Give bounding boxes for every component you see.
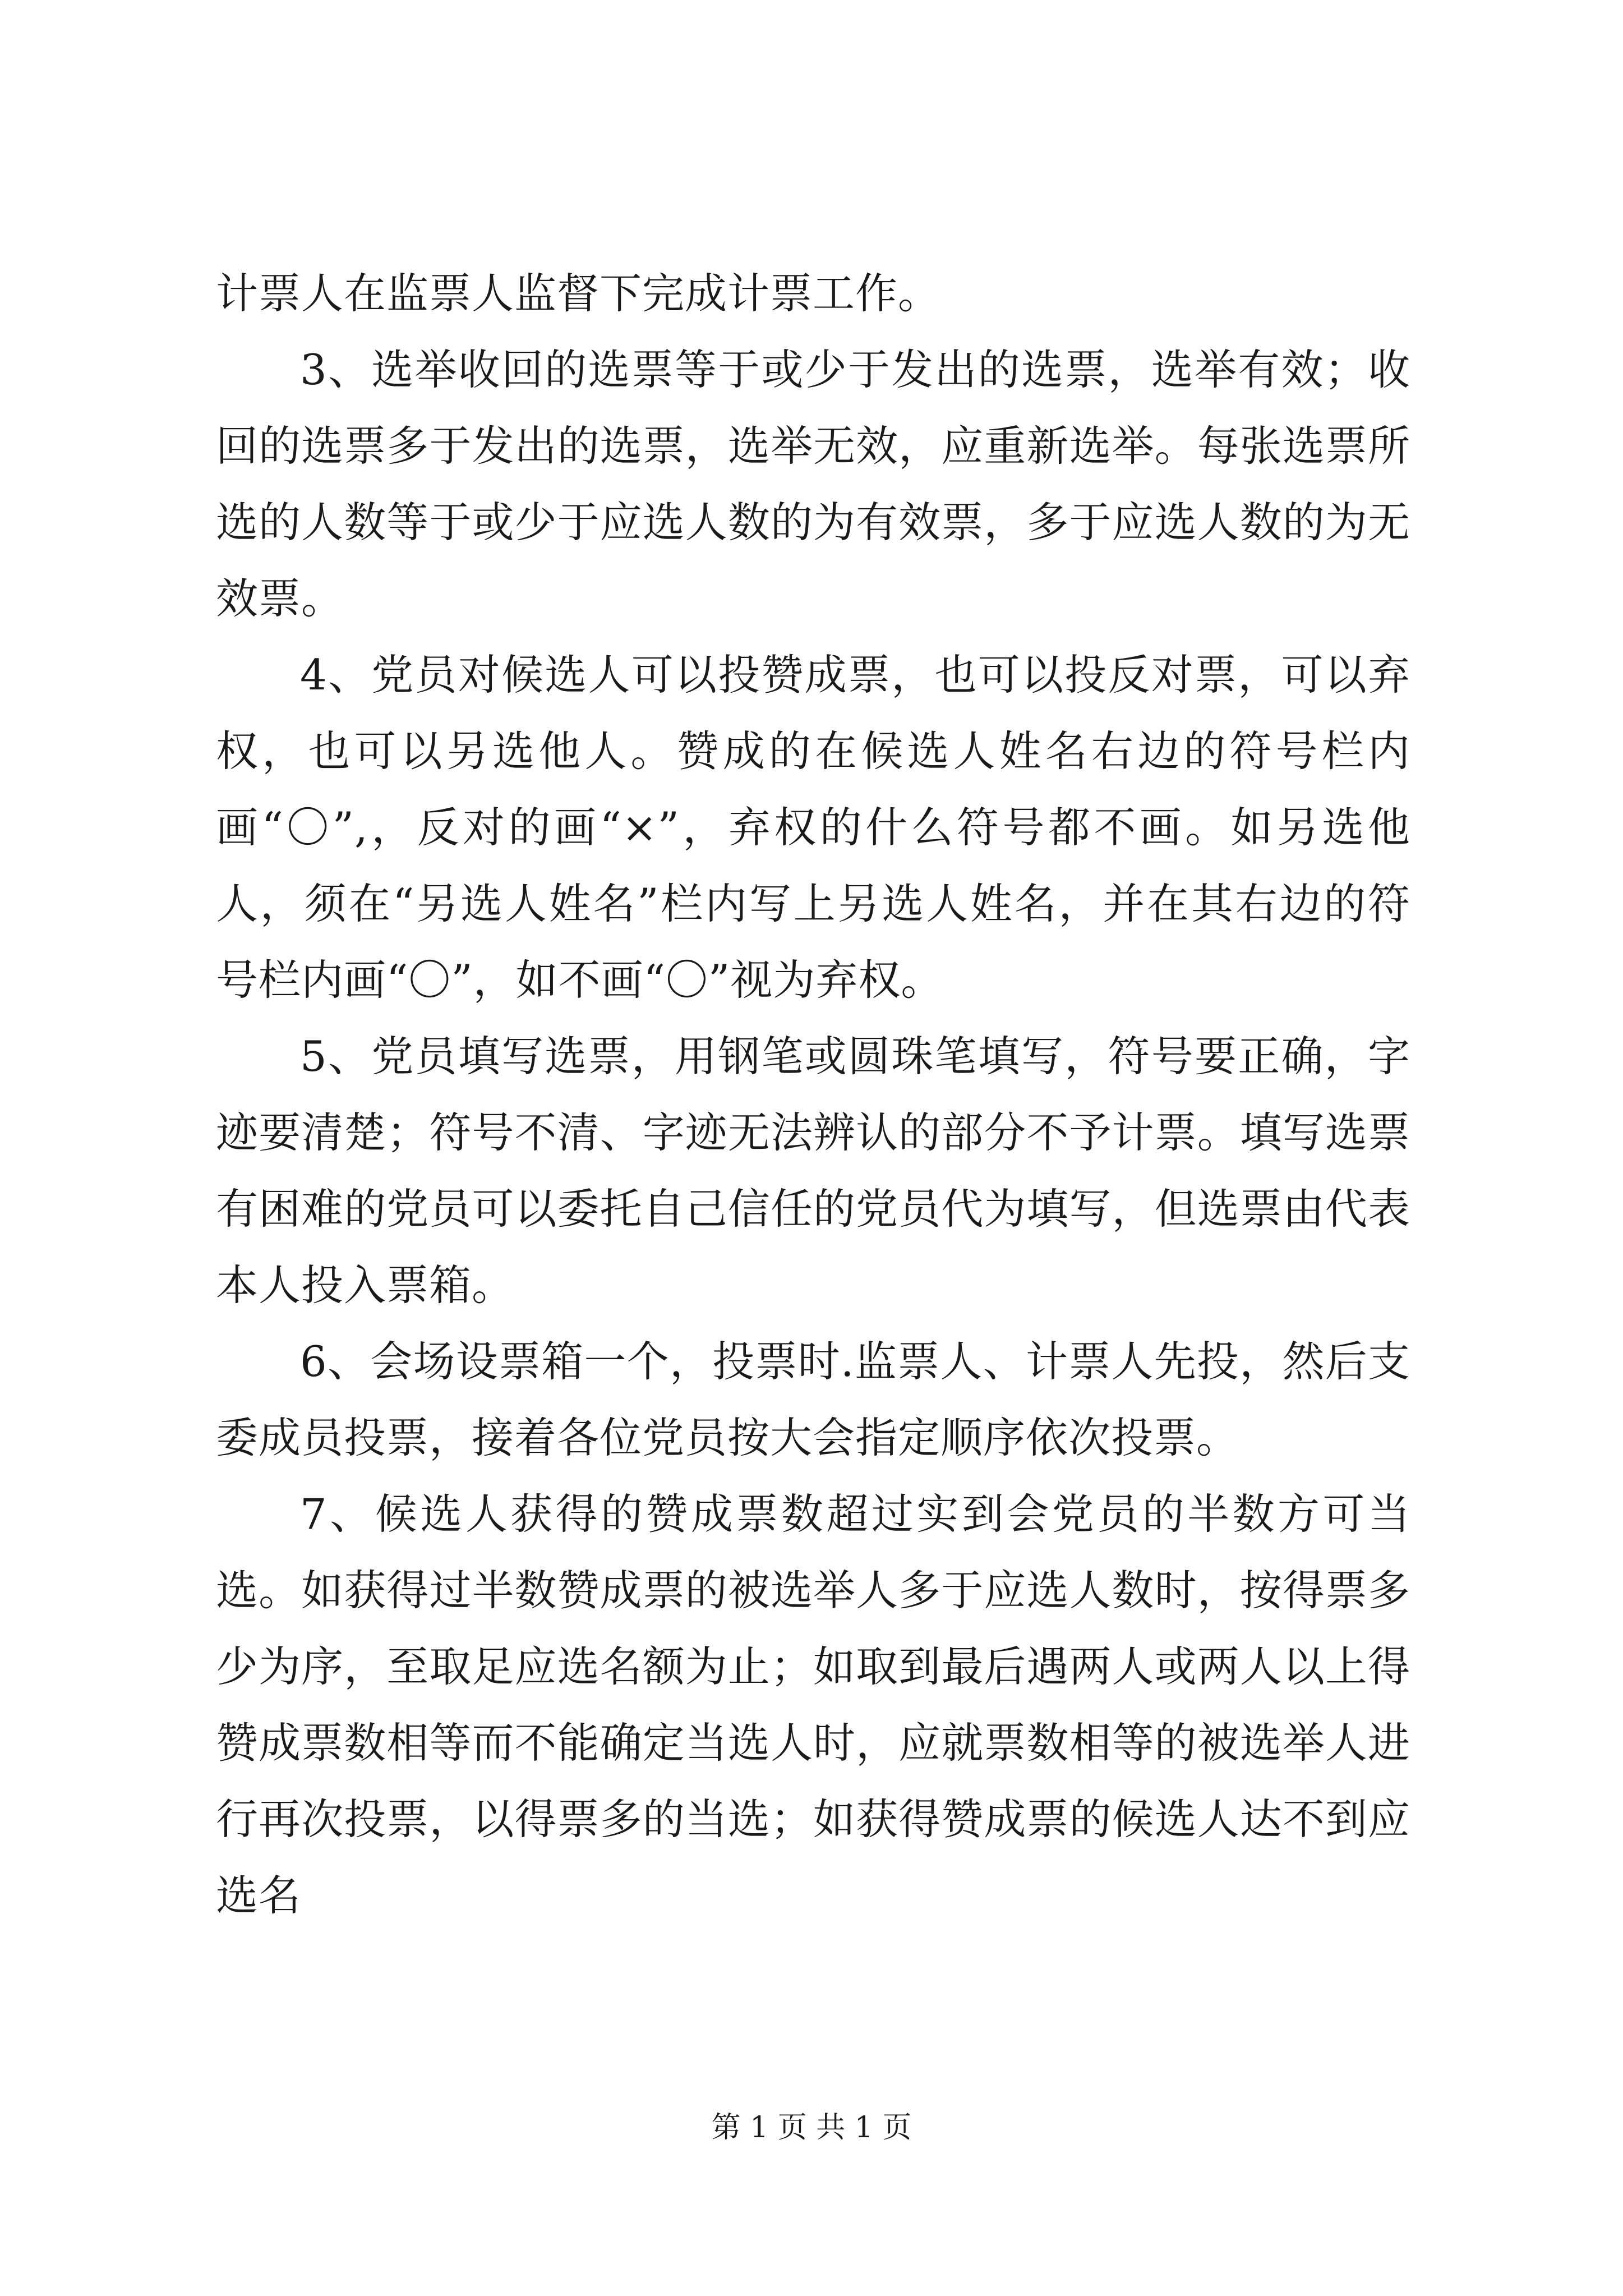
page-footer: 第 1 页 共 1 页 — [711, 2111, 912, 2145]
paragraph: 7、候选人获得的赞成票数超过实到会党员的半数方可当选。如获得过半数赞成票的被选举人多于应选人数时，按得票多少为序，至取足应选名额为止；如取到最后遇两人或两人以上得赞成票数相等而不能确定当选人时，应就票数相等的被选举人进行再次投票，以得票多的当选；如获得赞成票的候选人达不到应选名 — [216, 1489, 1410, 1920]
paragraph: 5、党员填写选票，用钢笔或圆珠笔填写，符号要正确，字迹要清楚；符号不清、字迹无法辨认的部分不予计票。填写选票有困难的党员可以委托自己信任的党员代为填写，但选票由代表本人投入票箱。 — [216, 1032, 1410, 1310]
paragraph: 4、党员对候选人可以投赞成票，也可以投反对票，可以弃权，也可以另选他人。赞成的在候选人姓名右边的符号栏内画“〇”,，反对的画“×”，弃权的什么符号都不画。如另选他人，须在“另选人姓名”栏内写上另选人姓名，并在其右边的符号栏内画“〇”，如不画“〇”视为弃权。 — [216, 650, 1410, 1005]
paragraph: 3、选举收回的选票等于或少于发出的选票，选举有效；收回的选票多于发出的选票，选举无效，应重新选举。每张选票所选的人数等于或少于应选人数的为有效票，多于应选人数的为无效票。 — [216, 345, 1410, 623]
paragraph: 计票人在监票人监督下完成计票工作。 — [216, 269, 941, 318]
paragraph: 6、会场设票箱一个，投票时.监票人、计票人先投，然后支委成员投票，接着各位党员按大会指定顺序依次投票。 — [216, 1337, 1410, 1462]
document-body — [216, 255, 1410, 1934]
